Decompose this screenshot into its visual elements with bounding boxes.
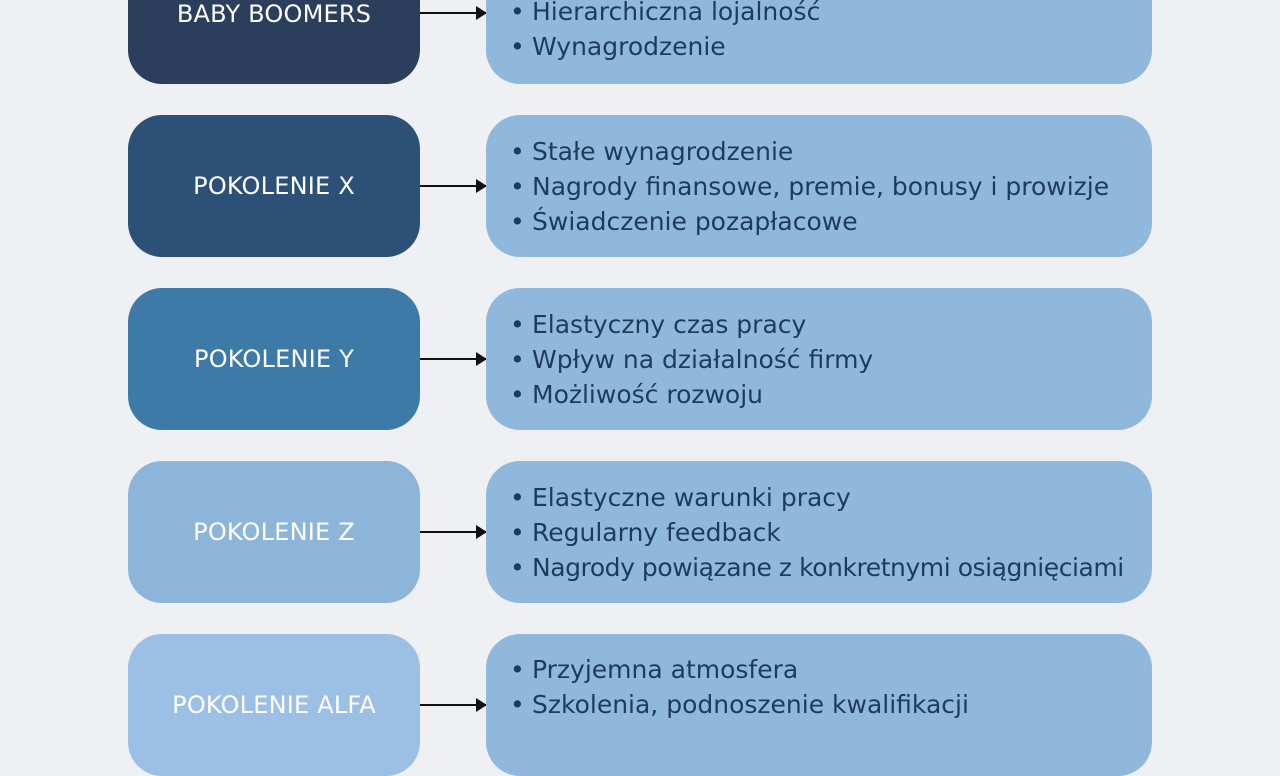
arrow-connector [420, 12, 486, 14]
arrow-connector [420, 531, 486, 533]
arrow-connector [420, 704, 486, 706]
list-item: • Nagrody finansowe, premie, bonusy i prowizje [510, 169, 1152, 204]
bullet-icon: • [510, 206, 525, 236]
motivators-list [510, 652, 1152, 722]
arrow-connector [420, 185, 486, 187]
generation-label: BABY BOOMERS [176, 0, 372, 28]
generation-row-pokolenie-alfa [0, 634, 1280, 776]
bullet-icon: • [510, 136, 525, 166]
generation-box-pokolenie-x [128, 115, 420, 257]
generation-box-pokolenie-alfa [128, 634, 420, 776]
generation-row-pokolenie-x [0, 115, 1280, 257]
bullet-icon: • [510, 552, 525, 582]
motivators-list [510, 134, 1152, 239]
list-item: • Wpływ na działalność firmy [510, 342, 1152, 377]
list-item: • Przyjemna atmosfera [510, 652, 1152, 687]
motivators-list [510, 307, 1152, 412]
list-item: • Elastyczny czas pracy [510, 307, 1152, 342]
bullet-icon: • [510, 0, 525, 26]
generation-label: POKOLENIE Z [193, 518, 355, 546]
bullet-icon: • [510, 517, 525, 547]
motivators-list [510, 0, 1152, 64]
motivators-box-pokolenie-z [486, 461, 1152, 603]
motivators-box-pokolenie-alfa [486, 634, 1152, 776]
bullet-icon: • [510, 655, 525, 684]
generation-row-pokolenie-z [0, 461, 1280, 603]
generation-box-pokolenie-z [128, 461, 420, 603]
bullet-icon: • [510, 482, 525, 512]
generation-label: POKOLENIE Y [194, 345, 354, 373]
list-item: • Stałe wynagrodzenie [510, 134, 1152, 169]
list-item: • Elastyczne warunki pracy [510, 480, 1152, 515]
motivators-box-baby-boomers [486, 0, 1152, 84]
list-item: • Szkolenia, podnoszenie kwalifikacji [510, 687, 1152, 722]
bullet-icon: • [510, 309, 525, 339]
generation-label: POKOLENIE X [193, 172, 355, 200]
generation-row-baby-boomers [0, 0, 1280, 84]
list-item: • Możliwość rozwoju [510, 377, 1152, 412]
motivators-box-pokolenie-x [486, 115, 1152, 257]
generation-box-pokolenie-y [128, 288, 420, 430]
bullet-icon: • [510, 690, 525, 719]
list-item: • Wynagrodzenie [510, 29, 1152, 64]
list-item: • Regularny feedback [510, 515, 1152, 550]
list-item: • Świadczenie pozapłacowe [510, 204, 1152, 239]
motivators-box-pokolenie-y [486, 288, 1152, 430]
bullet-icon: • [510, 32, 525, 61]
bullet-icon: • [510, 171, 525, 201]
list-item: • Nagrody powiązane z konkretnymi osiągnięciami [510, 550, 1152, 585]
motivators-list [510, 480, 1152, 585]
generation-row-pokolenie-y [0, 288, 1280, 430]
arrow-connector [420, 358, 486, 360]
bullet-icon: • [510, 379, 525, 409]
generation-label: POKOLENIE ALFA [172, 691, 376, 719]
generation-box-baby-boomers [128, 0, 420, 84]
list-item: • Hierarchiczna lojalność [510, 0, 1152, 29]
bullet-icon: • [510, 344, 525, 374]
